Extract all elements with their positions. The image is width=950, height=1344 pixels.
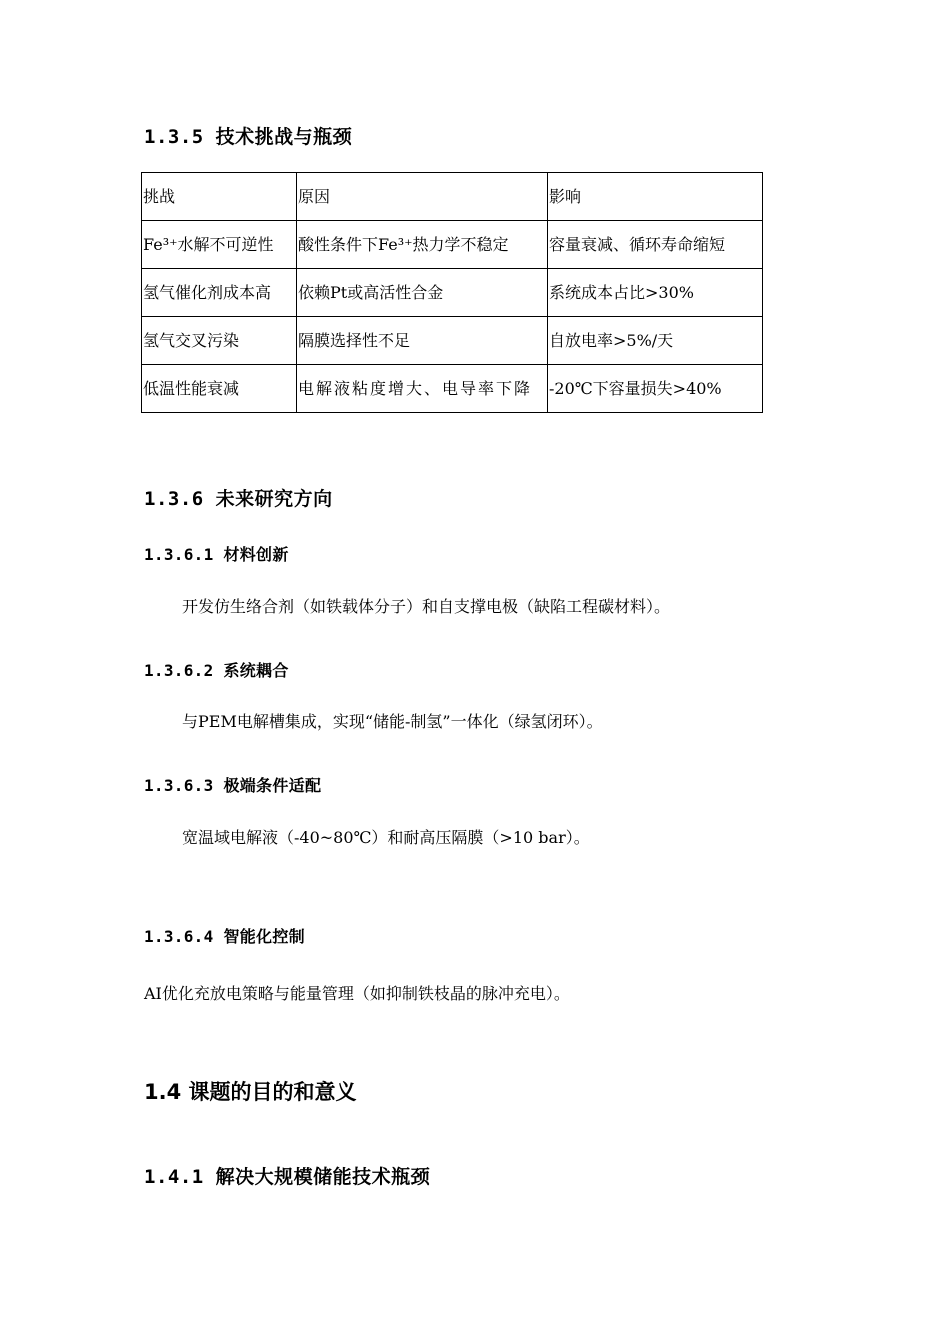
table-row <box>142 269 763 317</box>
table-cell: 隔膜选择性不足 <box>297 317 548 365</box>
section-heading-1-4-1: 1.4.1 解决大规模储能技术瓶颈 <box>144 1166 431 1188</box>
subsection-heading-1-3-6-4: 1.3.6.4 智能化控制 <box>144 927 305 946</box>
subsection-heading-1-3-6-2: 1.3.6.2 系统耦合 <box>144 661 289 680</box>
subsection-heading-1-3-6-1: 1.3.6.1 材料创新 <box>144 545 289 564</box>
table-cell: 氢气催化剂成本高 <box>142 269 297 317</box>
section-heading-1-3-6: 1.3.6 未来研究方向 <box>144 488 333 510</box>
table-cell: 酸性条件下Fe³⁺热力学不稳定 <box>297 221 548 269</box>
paragraph-1-3-6-1: 开发仿生络合剂（如铁载体分子）和自支撑电极（缺陷工程碳材料）。 <box>182 597 671 616</box>
paragraph-1-3-6-3: 宽温域电解液（-40~80℃）和耐高压隔膜（>10 bar）。 <box>182 828 590 847</box>
table-cell: -20℃下容量损失>40% <box>548 365 763 413</box>
subsection-heading-1-3-6-3: 1.3.6.3 极端条件适配 <box>144 776 322 795</box>
table-row <box>142 221 763 269</box>
table-cell: 自放电率>5%/天 <box>548 317 763 365</box>
table-header-cell: 影响 <box>548 173 763 221</box>
section-heading-1-3-5: 1.3.5 技术挑战与瓶颈 <box>144 126 353 148</box>
table-cell: 系统成本占比>30% <box>548 269 763 317</box>
table-header-cell: 原因 <box>297 173 548 221</box>
table-cell: 依赖Pt或高活性合金 <box>297 269 548 317</box>
challenges-table <box>141 172 763 413</box>
table-row <box>142 365 763 413</box>
paragraph-1-3-6-2: 与PEM电解槽集成，实现“储能-制氢”一体化（绿氢闭环）。 <box>182 712 603 731</box>
table-cell: 电解液粘度增大、电导率下降 <box>297 365 548 413</box>
table-header-row <box>142 173 763 221</box>
table-cell: 氢气交叉污染 <box>142 317 297 365</box>
table-row <box>142 317 763 365</box>
table-cell: Fe³⁺水解不可逆性 <box>142 221 297 269</box>
table-cell: 容量衰减、循环寿命缩短 <box>548 221 763 269</box>
paragraph-1-3-6-4: AI优化充放电策略与能量管理（如抑制铁枝晶的脉冲充电）。 <box>144 984 570 1003</box>
table-header-cell: 挑战 <box>142 173 297 221</box>
table-cell: 低温性能衰减 <box>142 365 297 413</box>
section-heading-1-4: 1.4 课题的目的和意义 <box>144 1080 357 1104</box>
